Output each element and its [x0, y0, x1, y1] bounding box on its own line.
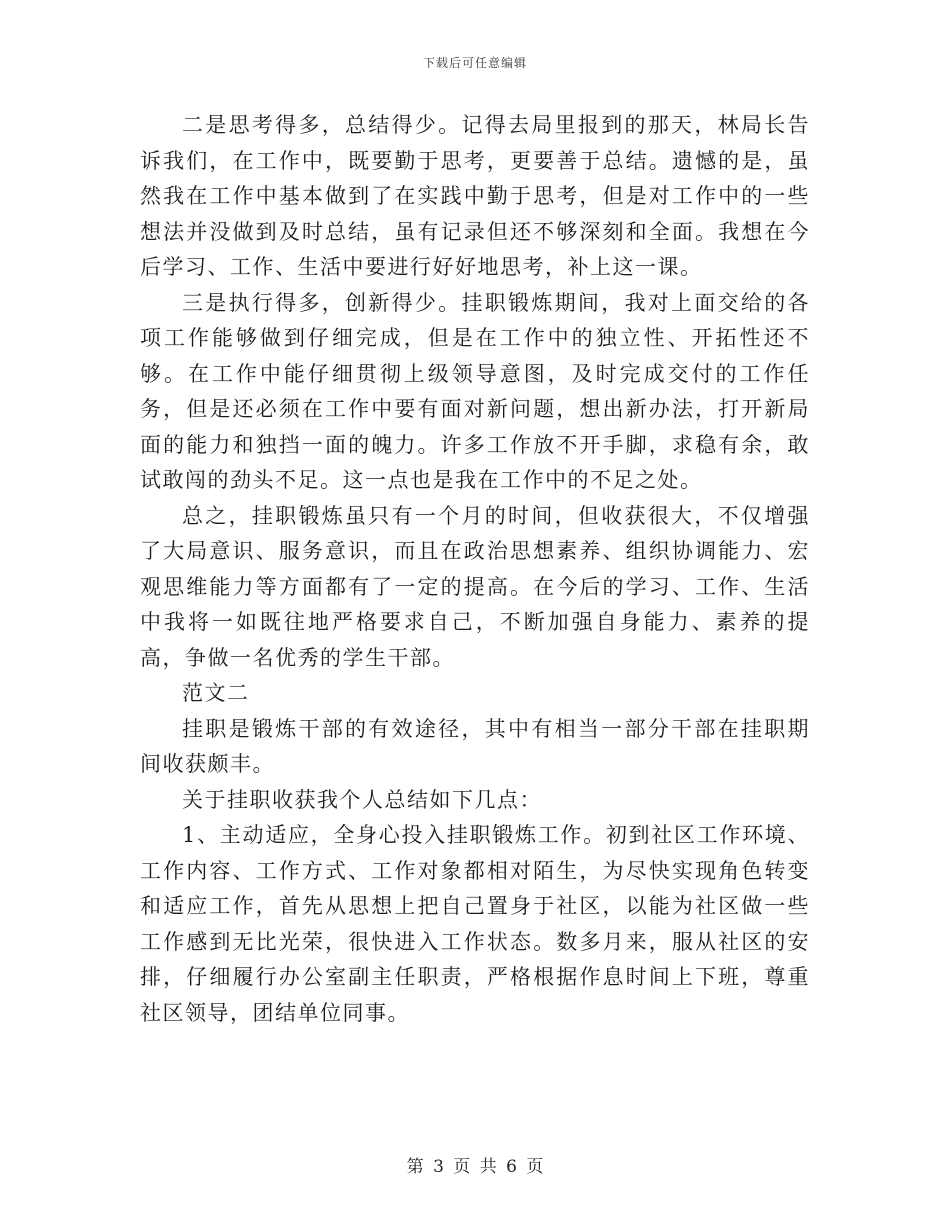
page-header-note: 下载后可任意编辑 — [422, 56, 527, 70]
paragraph-intro: 挂职是锻炼干部的有效途径，其中有相当一部分干部在挂职期间收获颇丰。 — [140, 716, 810, 776]
paragraph-point-one: 1、主动适应，全身心投入挂职锻炼工作。初到社区工作环境、工作内容、工作方式、工作对象都相对陌生，为尽快实现角色转变和适应工作，首先从思想上把自己置身于社区，以能为社区做一些工作感到无比光荣，很快进入工作状态。数多月来，服从社区的安排，仔细履行办公室副主任职责，严格根据作息时间上下班，尊重社区领导，团结单位同事。 — [140, 823, 810, 1025]
section-heading-sample-two: 范文二 — [182, 681, 250, 705]
paragraph-execution-innovation: 三是执行得多，创新得少。挂职锻炼期间，我对上面交给的各项工作能够做到仔细完成，但是在工作中的独立性、开拓性还不够。在工作中能仔细贯彻上级领导意图，及时完成交付的工作任务，但是还必须在工作中要有面对新问题，想出新办法，打开新局面的能力和独挡一面的魄力。许多工作放不开手脚，求稳有余，敢试敢闯的劲头不足。这一点也是我在工作中的不足之处。 — [140, 290, 810, 492]
page-number: 第 3 页 共 6 页 — [406, 1157, 544, 1177]
paragraph-thinking-summary: 二是思考得多，总结得少。记得去局里报到的那天，林局长告诉我们，在工作中，既要勤于思考，更要善于总结。遗憾的是，虽然我在工作中基本做到了在实践中勤于思考，但是对工作中的一些想法并没做到及时总结，虽有记录但还不够深刻和全面。我想在今后学习、工作、生活中要进行好好地思考，补上这一课。 — [140, 113, 810, 279]
paragraph-summary-lead: 关于挂职收获我个人总结如下几点： — [182, 787, 542, 812]
document-body — [140, 108, 810, 1031]
paragraph-conclusion: 总之，挂职锻炼虽只有一个月的时间，但收获很大，不仅增强了大局意识、服务意识，而且在政治思想素养、组织协调能力、宏观思维能力等方面都有了一定的提高。在今后的学习、工作、生活中我将一如既往地严格要求自己，不断加强自身能力、素养的提高，争做一名优秀的学生干部。 — [140, 503, 810, 670]
